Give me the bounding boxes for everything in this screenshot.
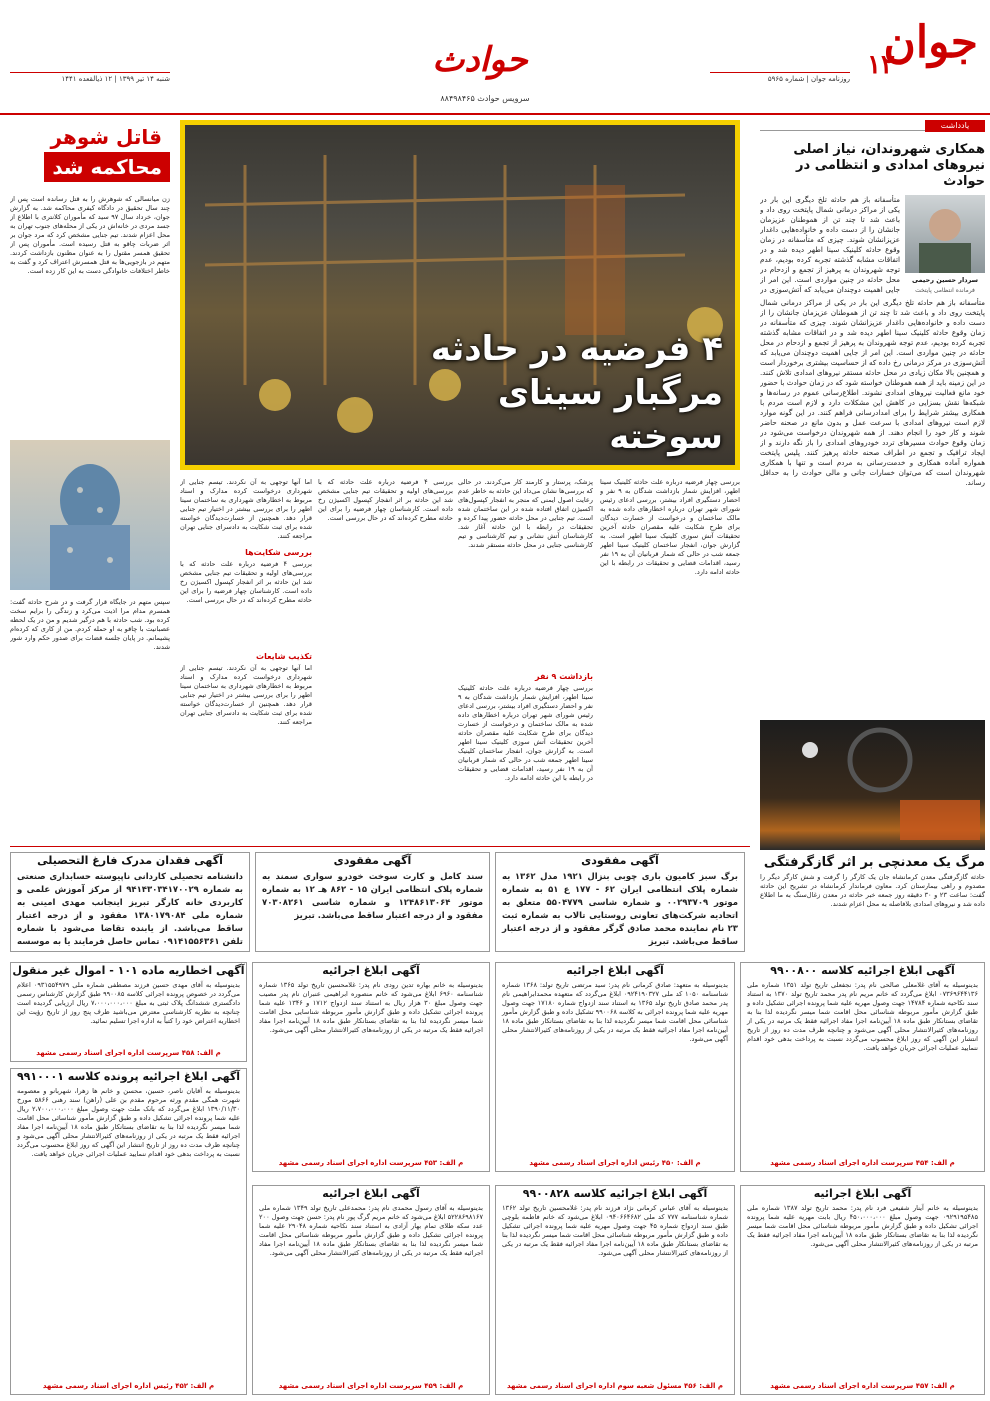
page-number: ۱۲ xyxy=(867,50,895,80)
section-title: حوادث xyxy=(432,40,528,80)
note-label-bar xyxy=(760,120,985,132)
fire-subhead-rumors: تکذیب شایعات xyxy=(256,652,312,661)
ad-lost-car-title: آگهی مفقودی xyxy=(333,854,412,867)
ad-notice-101 xyxy=(10,962,247,1062)
killer-title-block xyxy=(10,122,170,190)
ad-lost-degree-body: دانشنامه تحصیلی کاردانی ناپیوسته حسابداری صنعتی به شماره ۹۴۱۴۳۰۳۴۱۷۰۰۲۹ از مرکز آموزش علمی و کاربردی خانه کارگر تبریز اینجانب مهدی امینی به شماره ملی ۱۳۸۰۱۷۹۰۸۴ مفقود و از درجه اعتبار ساقط می‌باشد. از یابنده تقاضا می‌شود با شماره تلفن ۰۹۱۴۱۵۵۶۳۶۱ تماس حاصل فرمایند یا به موسسه xyxy=(17,872,243,947)
fire-headline xyxy=(403,327,723,459)
service-phone: سرویس حوادث ۸۸۴۹۸۴۶۵ xyxy=(440,94,530,103)
killer-body-2: سپس متهم در جایگاه قرار گرفت و در شرح حادثه گفت: همسرم مدام مرا اذیت می‌کرد و زندگی را برایم سخت کرده بود. شب حادثه با هم درگیر شدیم و من در یک لحظه عصبانیت با چاقو به او حمله کردم. من از کاری که کرده‌ام پشیمانم. در پایان جلسه قضات برای صدور حکم وارد شور شدند. xyxy=(10,598,170,651)
author-name: سردار حسین رحیمی xyxy=(911,276,979,284)
ad-lost-car xyxy=(255,852,490,952)
ad-execution-2 xyxy=(495,962,735,1172)
ad-lost-truck-title: آگهی مفقودی xyxy=(581,854,659,867)
note-title: همکاری شهروندان، نیاز اصلی نیروهای امدادی و انتظامی در حوادث xyxy=(793,142,985,189)
note-label: یادداشت xyxy=(925,120,985,132)
ad-execution-3-sign: م الف: ۴۵۳ سرپرست اداره اجرای اسناد رسمی مشهد xyxy=(278,1159,464,1167)
ad-execution-4-title: آگهی ابلاغ اجرائیه xyxy=(813,1187,912,1200)
ad-execution-5-sign: م الف: ۴۵۹ سرپرست اداره اجرای اسناد رسمی مشهد xyxy=(278,1382,464,1390)
fire-column-4a: اما آنها توجهی به آن نکردند. تیسم جنایی از شهرداری درخواست کرده مدارک و اسناد مربوط به اخطارهای شهرداری به ساختمان سینا اطهر را برای بررسی بیشتر در اختیار تیم جنایی قرار دهد. همچنین از خسارت‌دیدگان خواسته شده برای ثبت شکایت به دادسرای جنایی تهران مراجعه کنند. xyxy=(180,478,312,540)
issue-info: روزنامه جوان | شماره ۵۹۶۵ xyxy=(710,72,850,83)
ad-execution-4-sign: م الف: ۴۵۷ سرپرست اداره اجرای اسناد رسمی مشهد xyxy=(770,1382,955,1390)
ad-execution-9900828-sign: م الف: ۴۵۶ مسئول شعبه سوم اداره اجرای اسناد رسمی مشهد xyxy=(507,1382,723,1390)
killer-body: زن میانسالی که شوهرش را به قتل رسانده است پس از چند سال تحقیق در دادگاه کیفری محاکمه شد. به گزارش جوان، خرداد سال ۹۷ سید که مأموران کلانتری با اطلاع از جسد مردی در خانه‌اش در یکی از محله‌های جنوب تهران به محل اعزام شدند. تیم جنایی مشخص کرد که مرد جوان بر اثر ضربات چاقو به قتل رسیده است. مأموران پس از تحقیق همسر مقتول را به عنوان مظنون بازداشت کردند. متهم در بازجویی‌ها به قتل همسرش اعتراف کرد و گفت به خاطر اختلافات خانوادگی دست به این کار زده است. xyxy=(10,195,170,275)
ad-notice-101-title: آگهی اخطاریه ماده ۱۰۱ - اموال غیر منقول xyxy=(12,964,245,977)
ad-execution-3 xyxy=(252,962,490,1172)
fire-headline-line2: مرگبار سینای سوخته xyxy=(497,373,723,457)
ad-execution-5-title: آگهی ابلاغ اجرائیه xyxy=(322,1187,420,1200)
mine-title: مرگ یک معدنچی بر اثر گازگرفتگی xyxy=(763,855,985,870)
ad-execution-2-title: آگهی ابلاغ اجرائیه xyxy=(566,964,664,977)
ad-execution-9900800-sign: م الف: ۴۵۴ سرپرست اداره اجرای اسناد رسمی مشهد xyxy=(770,1159,955,1167)
killer-title-line2: محاکمه شد xyxy=(44,152,170,182)
ad-execution-9910001-body: بدینوسیله به آقایان ناصر، حسین، محسن و خانم ها زهرا، شهربانو و معصومه شهرت همگی مقدم ورثه مرحوم مقدم بن علی (راهن) سند رهنی ۵۸۶۶ مورخ ۱۳۹۰/۱۱/۳۰ ابلاغ می‌گردد که بانک ملت جهت وصول مبلغ ۲،۷۰۰،۰۰۰،۰۰۰ ریال علیه شما پرونده اجرائی تشکیل داده و طبق گزارش مأمور شناسائی محل اقامت شما میسر نگردیده لذا بنا به تقاضای بستانکار طبق ماده ۱۸ آیین‌نامه اجرا مفاد اجرائیه فقط یک مرتبه در یکی از روزنامه‌های کثیرالانتشار محلی آگهی می‌شود و چنانچه ظرف مدت ده روز از تاریخ انتشار این آگهی که روز ابلاغ محسوب می‌گردد نسبت به پرداخت بدهی خود اقدام ننمایید عملیات اجرائی جریان خواهد یافت. xyxy=(17,1087,241,1158)
killer-title-line1: قاتل شوهر xyxy=(43,122,170,152)
ad-notice-101-body: بدینوسیله به آقای مهدی حسین فرزند مصطفی شماره ملی ۰۹۳۱۵۵۴۹۷۹ اعلام می‌گردد در خصوص پرونده اجرائی کلاسه ۹۹۰۰۸۵ طبق گزارش کارشناس رسمی دادگستری ششدانگ پلاک ثبتی به مبلغ ۷،۰۰۰،۰۰۰،۰۰۰ ریال ارزیابی گردیده است چنانچه به نظریه کارشناسی معترض می‌باشید ظرف پنج روز از تاریخ رؤیت این اخطاریه اعتراض خود را کتباً به اداره اجرا تسلیم نمائید. xyxy=(17,981,241,1025)
ad-execution-9900800-body: بدینوسیله به آقای غلامعلی صالحی نام پدر: نجفعلی تاریخ تولد ۱۳۵۱ شماره ملی ۰۷۳۶۹۶۴۴۱۳۶ ابلاغ می‌گردد که خانم مریم نام پدر محمد تاریخ تولد ۱۳۷۰ به استناد سند نکاحیه شماره ۱۴۷۸۴ جهت وصول مهریه علیه شما پرونده اجرائی تشکیل داده و طبق گزارش مأمور مربوطه شناسائی محل اقامت شما میسر نگردیده لذا بنا به تقاضای بستانکار طبق ماده ۱۸ آیین‌نامه اجرا مفاد اجرائیه فقط یک مرتبه در یکی از روزنامه‌های کثیرالانتشار محلی آگهی می‌شود و چنانچه ظرف مدت ده روز از تاریخ انتشار این آگهی که روز ابلاغ محسوب می‌گردد نسبت به پرداخت بدهی خود اقدام ننمایید عملیات اجرائی جریان خواهد یافت. xyxy=(747,981,978,1052)
fire-column-4c: اما آنها توجهی به آن نکردند. تیسم جنایی از شهرداری درخواست کرده مدارک و اسناد مربوط به اخطارهای شهرداری به ساختمان سینا اطهر را برای بررسی بیشتر در اختیار تیم جنایی قرار دهد. همچنین از خسارت‌دیدگان خواسته شده برای ثبت شکایت به دادسرای جنایی تهران مراجعه کنند. xyxy=(180,664,312,726)
ad-execution-2-sign: م الف: ۴۵۰ رئیس اداره اجرای اسناد رسمی مشهد xyxy=(529,1159,701,1167)
date-line: شنبه ۱۴ تیر ۱۳۹۹ | ۱۲ ذیالقعده ۱۴۴۱ xyxy=(10,72,170,83)
ad-lost-truck-body: برگ سبز کامیون باری چوبی بنزال ۱۹۲۱ مدل ۱۳۶۲ به شماره پلاک انتظامی ایران ۶۲ - ۱۷۷ ع ۵۱ به شماره موتور ۰۰۲۹۳۷۰۹ و شماره شاسی ۵۵۰۴۷۷۹ متعلق به اتحادیه شرکت‌های تعاونی روستایی تالاب به شماره ثبت ۲۳ نام نماینده محمد صادق گرگر مفقود و از درجه اعتبار ساقط می‌باشد. تبریز xyxy=(502,872,738,947)
ad-notice-101-sign: م الف: ۴۵۸ سرپرست اداره اجرای اسناد رسمی مشهد xyxy=(36,1049,221,1057)
ad-execution-9900828-title: آگهی ابلاغ اجرائیه کلاسه ۹۹۰۰۸۲۸ xyxy=(522,1187,708,1200)
ad-execution-9900800-title: آگهی ابلاغ اجرائیه کلاسه ۹۹۰۰۸۰۰ xyxy=(770,964,955,977)
author-role: فرمانده انتظامی پایتخت xyxy=(915,287,975,294)
fire-photo-frame xyxy=(180,120,740,470)
ad-execution-9900828 xyxy=(495,1185,735,1395)
fire-subhead-complaints: بررسی شکایت‌ها xyxy=(245,548,312,557)
ad-execution-2-body: بدینوسیله به متعهد: صادق کرمانی نام پدر: سید مرتضی تاریخ تولد: ۱۳۶۸ شماره شناسنامه ۱۰۵۰ کد ملی ۰۹۲۴۱۹۰۳۲۷ ابلاغ می‌گردد که متعهده محمدابراهیمی نام پدر محمد صادق تاریخ تولد ۱۳۶۵ به استناد سند ازدواج شماره ۱۷۱۸۰ جهت وصول مهریه علیه شما پرونده اجرائی به کلاسه ۹۹۰۰۶۸ تشکیل داده و طبق گزارش مأمور شناسائی محل اقامت شما میسر نگردیده لذا بنا به تقاضای بستانکار طبق ماده ۱۸ آیین‌نامه اجرا مفاد اجرائیه فقط یک مرتبه در یکی از روزنامه‌های کثیرالانتشار محلی آگهی می‌شود. xyxy=(502,981,729,1043)
newspaper-logo xyxy=(883,17,978,106)
ad-execution-4 xyxy=(740,1185,985,1395)
ad-lost-degree xyxy=(10,852,250,952)
note-body-top: متأسفانه باز هم حادثه تلخ دیگری این بار در یکی از مراکز درمانی شمال پایتخت روی داد و باعث شد تا چند تن از هموطنان عزیزمان جانشان را از دست داده و خانواده‌هایی داغدار عزیزانشان شوند. چیزی که متأسفانه در زمان وقوع حادثه کلینیک سینا اطهر دیده شد و در اتفاقات مشابه گذشته تجربه کرده بودیم، عدم توجه شهروندان به پرهیز از تجمع و ازدحام در محل حادثه در چنین مواردی است. این امر از جایی اهمیت دوچندان می‌یابد که آتش‌سوزی در xyxy=(760,195,900,294)
masthead xyxy=(0,0,990,115)
ad-execution-9910001 xyxy=(10,1068,247,1395)
ads-divider xyxy=(10,846,750,847)
killer-photo xyxy=(10,440,170,590)
ad-execution-9900828-body: بدینوسیله به آقای عباس کرمانی نژاد فرزند نام پدر: غلامحسین تاریخ تولد ۱۳۶۲ شماره شناسنامه ۷۷۷ کد ملی ۰۹۴۰۶۶۴۶۸۲ ابلاغ می‌شود که خانم فاطمه بلوچی طبق سند ازدواج شماره ۴۵ جهت وصول مهریه علیه شما پرونده اجرائی تشکیل داده و طبق گزارش مأمور مربوطه شناسائی محل اقامت شما میسر نگردیده لذا بنا به تقاضای بستانکار طبق ماده ۱۸ آیین‌نامه اجرا مفاد اجرائیه فقط یک مرتبه در یکی از روزنامه‌های کثیرالانتشار محلی آگهی می‌شود. xyxy=(502,1204,728,1257)
ad-execution-3-title: آگهی ابلاغ اجرائیه xyxy=(322,964,420,977)
ad-execution-5-body: بدینوسیله به آقای رسول محمدی نام پدر: محمدعلی تاریخ تولد ۱۳۴۹ شماره ملی ۵۲۲۸۶۹۸۱۶۷ ابلاغ می‌شود که خانم مریم گرگ پور نام پدر: حسن جهت وصول ۲۰۰ عدد سکه طلای تمام بهار آزادی به استناد سند نکاحیه شماره ۲۹۰۴۸ علیه شما پرونده اجرائی تشکیل داده و طبق گزارش مأمور مربوطه شناسائی محل اقامت شما میسر نگردیده لذا بنا به تقاضای بستانکار طبق ماده ۱۸ آیین‌نامه اجرا مفاد اجرائیه فقط یک مرتبه در یکی از روزنامه‌های کثیرالانتشار محلی آگهی می‌شود. xyxy=(259,1204,483,1257)
ad-execution-9910001-sign: م الف: ۴۵۲ رئیس اداره اجرای اسناد رسمی مشهد xyxy=(42,1382,215,1390)
fire-column-3: بررسی ۴ فرضیه درباره علت حادثه که با بررسی‌های اولیه و تحقیقات تیم جنایی مشخص شد این حادثه بر اثر انفجار کپسول اکسیژن رخ داده است. کارشناسان چهار فرضیه را برای این حادثه مطرح کرده‌اند که در حال بررسی است. xyxy=(318,478,453,522)
ad-execution-9900800 xyxy=(740,962,985,1172)
ad-execution-5 xyxy=(252,1185,490,1395)
fire-column-2b: بررسی چهار فرضیه درباره علت حادثه کلینیک سینا اطهر، افزایش شمار بازداشت شدگان به ۹ نفر و احضار دستگیری افراد بیشتر، بررسی ادعای رئیس شورای شهر تهران درباره اخطارهای داده شده به مالک ساختمان و درخواست از خسارت دیدگان برای طرح شکایت علیه مقصران حادثه آخرین تحقیقات آتش سوزی کلینیک سینا اطهر است. به گزارش جوان، انفجار ساختمان کلینیک سینا اطهر جمعه شب در حالی که شمار قربانیان آن به ۱۹ نفر رسید، اقدامات قضایی و تحقیقات در رابطه با این حادثه ادامه دارد. xyxy=(458,684,593,782)
ad-execution-4-body: بدینوسیله به خانم آینار شفیعی فرد نام پدر: محمد تاریخ تولد ۱۳۸۷ شماره ملی ۰۹۲۹۱۹۵۴۸۵ جهت وصول مبلغ ۴۵۰،۰۰۰،۰۰۰ ریال بابت مهریه علیه شما پرونده اجرائی تشکیل داده و طبق گزارش مأمور مربوطه شناسائی محل اقامت شما میسر نگردیده لذا بنا به تقاضای بستانکار طبق ماده ۱۸ آیین‌نامه اجرا مفاد اجرائیه فقط یک مرتبه در یکی از روزنامه‌های کثیرالانتشار محلی آگهی می‌شود. xyxy=(747,1204,979,1248)
fire-column-4b: بررسی ۴ فرضیه درباره علت حادثه که با بررسی‌های اولیه و تحقیقات تیم جنایی مشخص شد این حادثه بر اثر انفجار کپسول اکسیژن رخ داده است. کارشناسان چهار فرضیه را برای این حادثه مطرح کرده‌اند که در حال بررسی است. xyxy=(180,560,312,604)
fire-headline-line1: ۴ فرضیه در حادثه xyxy=(430,329,723,369)
author-photo xyxy=(905,195,985,273)
fire-column-2: پزشک، پرستار و کارمند کار می‌کردند. در حالی که بررسی‌ها نشان می‌داد این حادثه به خاطر عدم رعایت اصول ایمنی که منجر به انفجار کپسول‌های اکسیژن اتفاق افتاده شده در این ساختمان شده است. تیم جنایی در محل حادثه حضور پیدا کرده و تحقیقات در رابطه با این حادثه آغاز شد. کارشناسان آتش نشانی و تیم کارشناسی و تیم کارشناسی جنایی در محل حادثه مستقر شدند. xyxy=(458,478,593,549)
logo-text: جوان xyxy=(883,17,978,68)
ad-execution-3-body: بدینوسیله به خانم بهاره تدین رودی نام پدر: غلامحسین تاریخ تولد ۱۳۶۵ شماره شناسنامه ۶۹۶۰ ابلاغ می‌شود که خانم منصوره ابراهیمی عنبران نام پدر مصیب جهت وصول مبلغ ۳۰ هزار ریال به استناد سند ازدواج ۱۷۱۲ و ۱۳۴۶ علیه شما پرونده اجرائی تشکیل داده و طبق گزارش مأمور مربوطه شناسایی محل اقامت شما میسر نگردیده لذا بنا به تقاضای بستانکار طبق ماده ۱۸ آیین‌نامه اجرا مفاد اجرائیه فقط یک مرتبه در یکی از روزنامه‌های کثیرالانتشار محلی آگهی می‌شود. xyxy=(259,981,483,1034)
mine-body: حادثه گازگرفتگی معدن کرمانشاه جان یک کارگر را گرفت و شش کارگر دیگر را مصدوم و راهی بیمارستان کرد. معاون فرماندار کرمانشاه در تشریح این حادثه گفت: ساعت ۲۳ و ۳۰ دقیقه روز جمعه خبر حادثه در معدن زغال‌سنگ به ما اطلاع داده شد و نیروهای امدادی بلافاصله به محل اعزام شدند. xyxy=(760,873,985,908)
fire-column-1: بررسی چهار فرضیه درباره علت حادثه کلینیک سینا اطهر، افزایش شمار بازداشت شدگان به ۹ نفر و احضار دستگیری افراد بیشتر، بررسی ادعای رئیس شورای شهر تهران درباره اخطارهای داده شده به مالک ساختمان و درخواست از خسارت دیدگان برای طرح شکایت علیه مقصران حادثه آخرین تحقیقات آتش سوزی کلینیک سینا اطهر است. به گزارش جوان، انفجار ساختمان کلینیک سینا اطهر جمعه شب در حالی که شمار قربانیان آن به ۱۹ نفر رسید، اقدامات قضایی و تحقیقات در رابطه با این حادثه ادامه دارد. xyxy=(600,478,740,576)
fire-subhead-arrests: بازداشت ۹ نفر xyxy=(534,672,593,681)
ad-execution-9910001-title: آگهی ابلاغ اجرائیه پرونده کلاسه ۹۹۱۰۰۰۱ xyxy=(16,1070,241,1083)
ad-lost-truck xyxy=(495,852,745,952)
ad-lost-degree-title: آگهی فقدان مدرک فارغ التحصیلی xyxy=(37,854,223,867)
note-body: متأسفانه باز هم حادثه تلخ دیگری این بار در یکی از مراکز درمانی شمال پایتخت روی داد و باعث شد تا چند تن از هموطنان عزیزمان جانشان را از دست داده و خانواده‌هایی داغدار عزیزانشان شوند. چیزی که متأسفانه در زمان وقوع حادثه کلینیک سینا اطهر دیده شد و در اتفاقات مشابه گذشته تجربه کرده بودیم، عدم توجه شهروندان به پرهیز از تجمع و ازدحام در محل حادثه در چنین مواردی است. این امر از جایی اهمیت دوچندان می‌یابد که آتش‌سوزی در مرکز درمانی رخ داده که از حساسیت بیشتری برخوردار است و همچنین بالا‌ مکان زیادی در محل حادثه مستقر نیروهای امدادی تلاش کنند. در این زمینه باید از همه هموطنان خواسته شود که در زمان حوادث با حضور خود مانع فعالیت نیروهای امدادی نشوند. اطلاع‌رسانی عموم در رسانه‌ها و شبکه‌ها نقش بسزایی در کاهش این مشکلات دارد و لازم است مردم با همکاری بیشتر شرایط را برای امدادرسانی فراهم کنند. در این گونه موارد لازم است نیروهای امدادی با سرعت عمل و بدون مانع در صحنه حاضر شوند و کار خود را انجام دهند. از همه شهروندان درخواست می‌شود در زمان وقوع حوادث مسیرهای تردد خودروهای امدادی را باز نگه دارند و از ایجاد ترافیک و تجمع در اطراف صحنه حادثه پرهیز کنند. پلیس پایتخت همواره آماده همکاری و خدمت‌رسانی به مردم است و تنها با همکاری شهروندان است که می‌توان خسارات جانی و مالی حوادث را به حداقل رساند. xyxy=(760,298,985,487)
ad-lost-car-body: سند کامل و کارت سوخت خودرو سواری سمند به شماره پلاک انتظامی ایران ۱۵ - ۸۶۲ هـ ۱۲ به شماره موتور ۱۲۴۸۶۱۳۰۶۴ و شماره شاسی ۷۰۳۰۸۲۶۱ مفقود و از درجه اعتبار ساقط می‌باشد. تبریز xyxy=(262,872,483,921)
mine-photo xyxy=(760,720,985,850)
